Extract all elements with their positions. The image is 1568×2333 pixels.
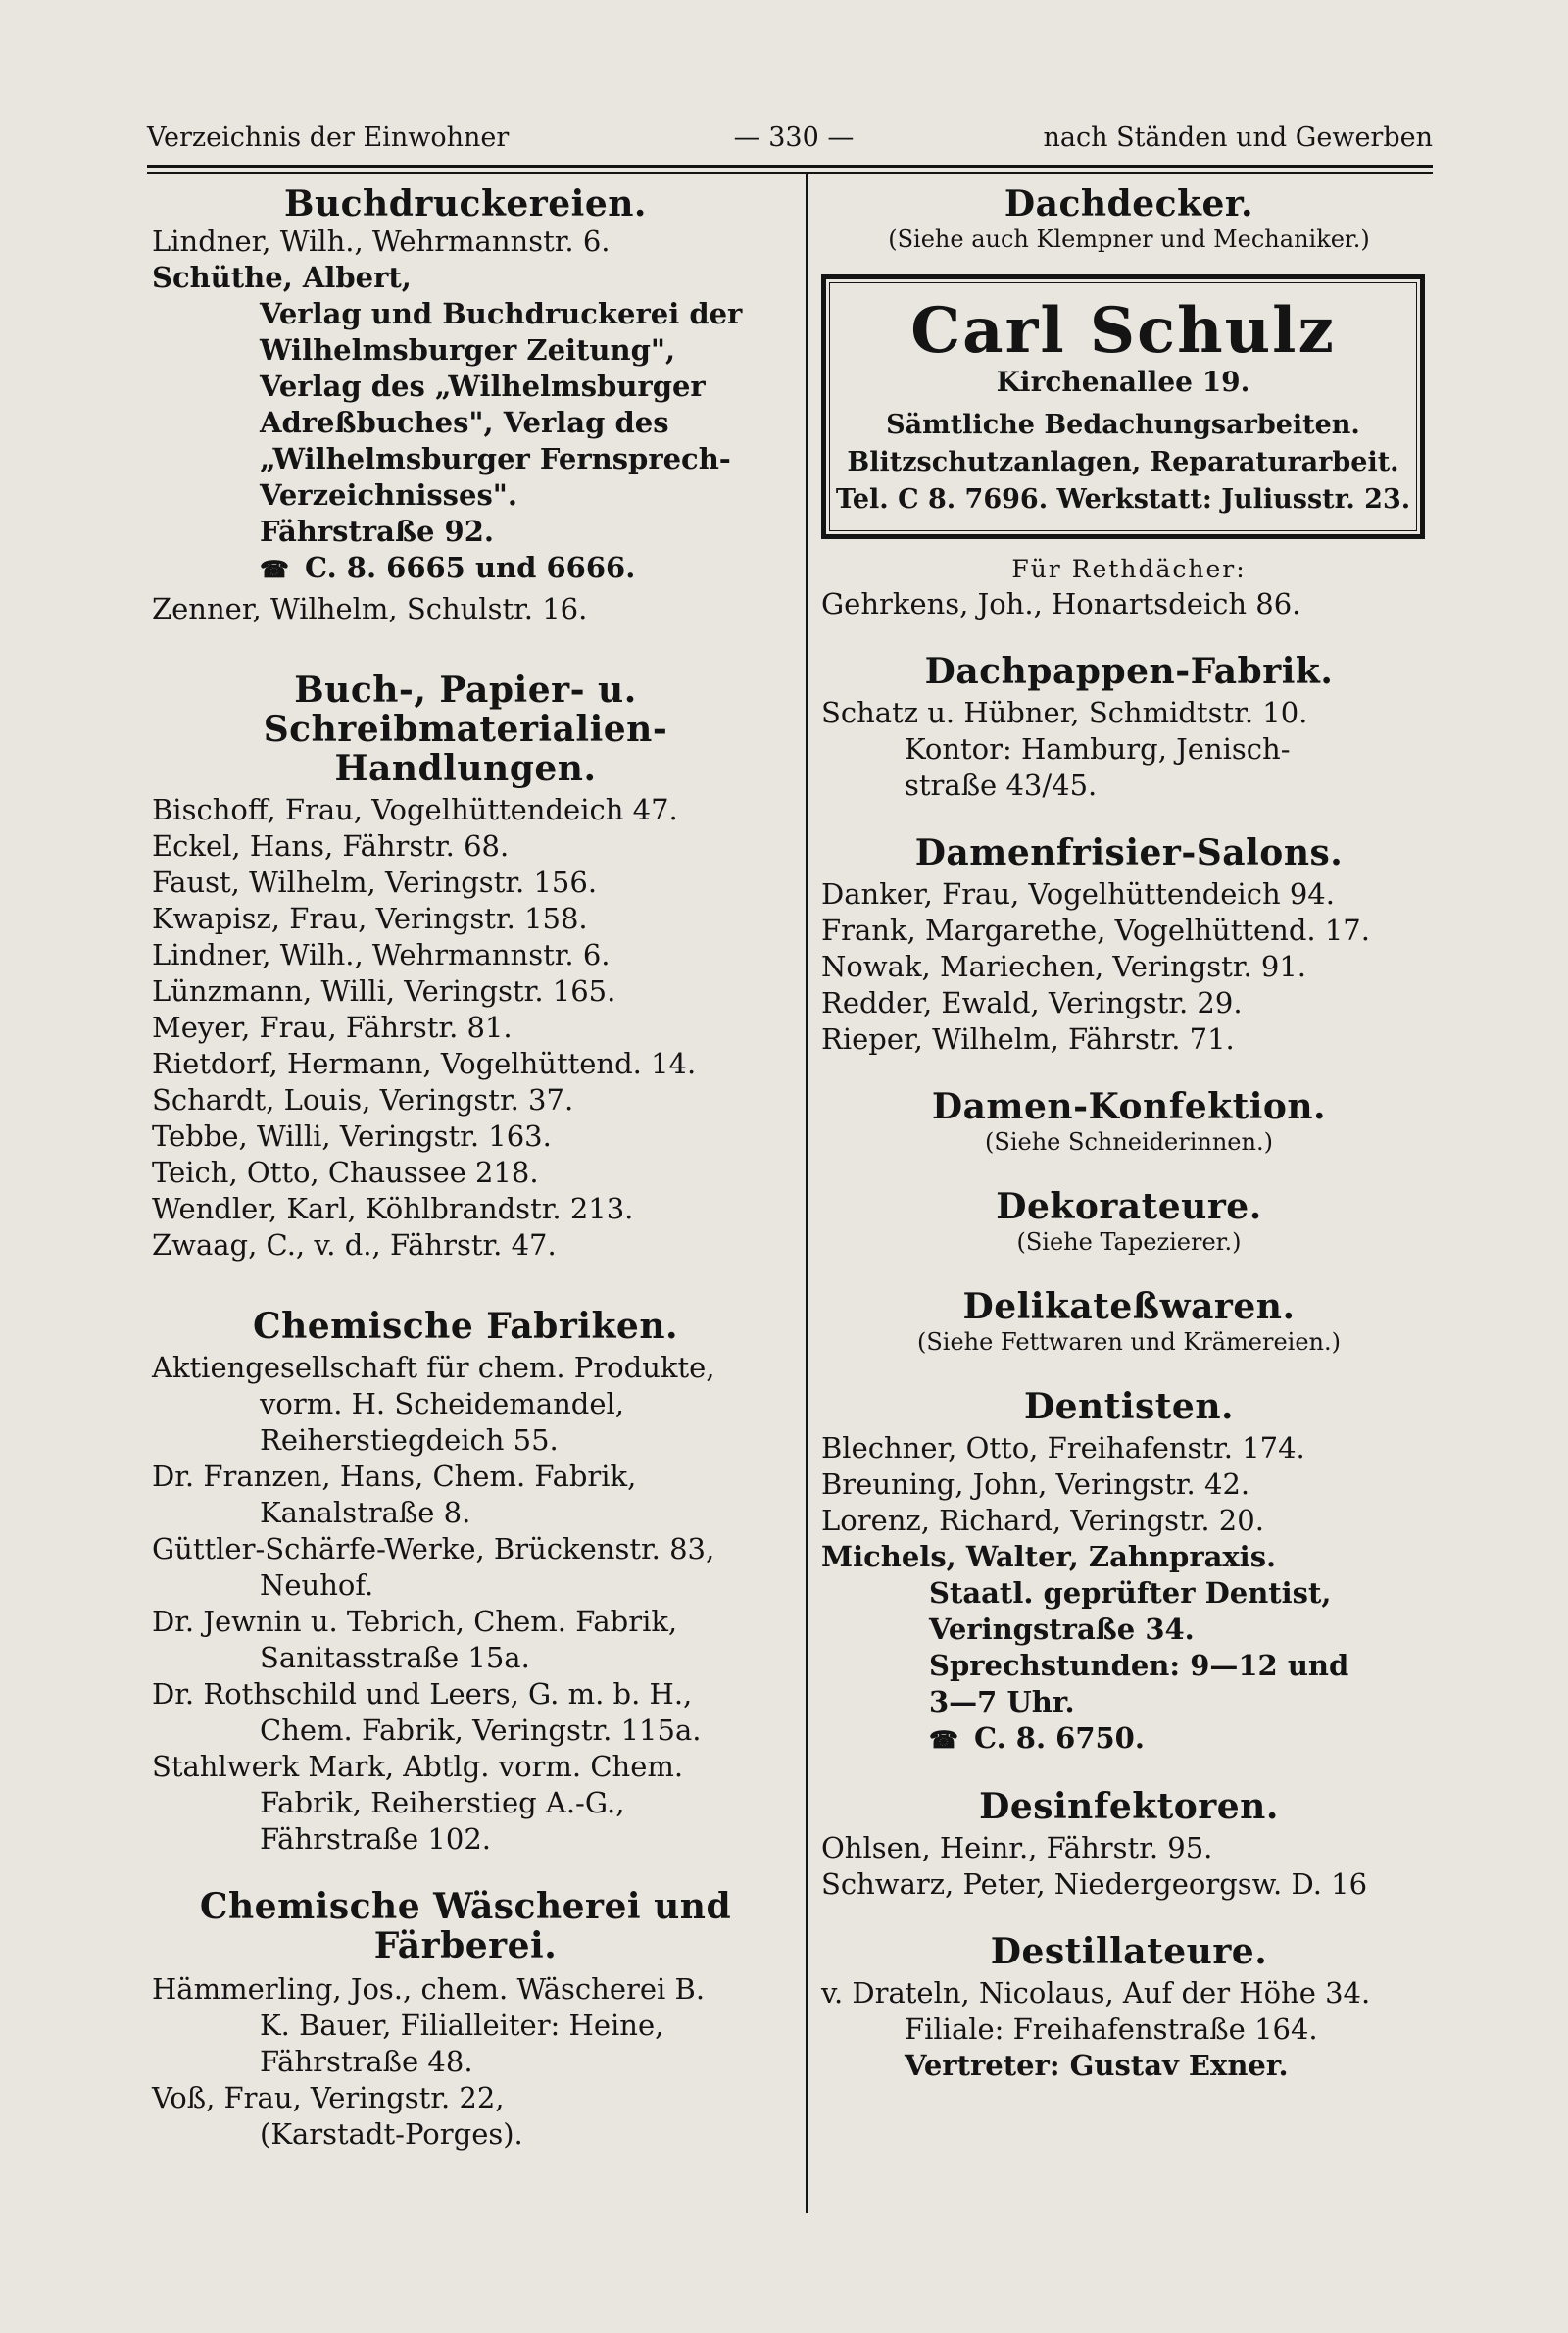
entry: Lorenz, Richard, Veringstr. 20. bbox=[821, 1504, 1264, 1537]
entry-continuation: vorm. H. Scheidemandel, bbox=[260, 1387, 625, 1420]
section-heading: Chemische Wäscherei und Färberei. bbox=[199, 1886, 732, 1966]
ad-address: Kirchenallee 19. bbox=[996, 366, 1250, 398]
entry-continuation: Staatl. geprüfter Dentist, bbox=[929, 1576, 1332, 1610]
entry-continuation: Neuhof. bbox=[260, 1568, 374, 1602]
entry: Hämmerling, Jos., chem. Wäscherei B. bbox=[152, 1972, 706, 2006]
header-right: nach Ständen und Gewerben bbox=[1043, 123, 1433, 153]
section-heading: Buchdruckereien. bbox=[284, 183, 647, 224]
entry-continuation: Fabrik, Reiherstieg A.-G., bbox=[260, 1786, 625, 1819]
section-heading: Dentisten. bbox=[1023, 1386, 1235, 1427]
entry: Bischoff, Frau, Vogelhüttendeich 47. bbox=[152, 793, 678, 826]
entry-continuation: Verlag des „Wilhelmsburger bbox=[260, 370, 706, 403]
entry: Rietdorf, Hermann, Vogelhüttend. 14. bbox=[152, 1047, 697, 1080]
section-dekorateure bbox=[821, 1187, 1437, 1258]
entry: Tebbe, Willi, Veringstr. 163. bbox=[152, 1119, 552, 1153]
section-heading: Destillateure. bbox=[990, 1931, 1268, 1972]
section-buchdruckereien bbox=[152, 184, 779, 627]
entry: v. Drateln, Nicolaus, Auf der Höhe 34. bbox=[821, 1976, 1371, 2010]
section-destillateure bbox=[821, 1932, 1437, 2084]
entry-continuation: (Karstadt-Porges). bbox=[260, 2117, 523, 2151]
section-heading: Delikateßwaren. bbox=[962, 1286, 1296, 1327]
header-left: Verzeichnis der Einwohner bbox=[147, 123, 510, 153]
telephone-icon: ☎ bbox=[260, 555, 289, 583]
cross-reference: (Siehe Tapezierer.) bbox=[1016, 1228, 1242, 1256]
section-dachpappen bbox=[821, 652, 1437, 804]
entry: Dr. Jewnin u. Tebrich, Chem. Fabrik, bbox=[152, 1605, 678, 1638]
entry: Schatz u. Hübner, Schmidtstr. 10. bbox=[821, 696, 1308, 729]
entry: Gehrkens, Joh., Honartsdeich 86. bbox=[821, 587, 1301, 620]
entry-continuation: Adreßbuches", Verlag des bbox=[260, 406, 669, 439]
page-header bbox=[147, 114, 1433, 163]
entry-continuation: Verlag und Buchdruckerei der bbox=[260, 297, 743, 330]
section-heading: Desinfektoren. bbox=[979, 1786, 1279, 1827]
advertisement-box bbox=[821, 274, 1425, 539]
entry-continuation: K. Bauer, Filialleiter: Heine, bbox=[260, 2009, 664, 2042]
section-chemische-fabriken bbox=[152, 1307, 779, 1858]
entry-continuation: Vertreter: Gustav Exner. bbox=[905, 2049, 1289, 2082]
entry-continuation: Sanitasstraße 15a. bbox=[260, 1641, 530, 1674]
entry: Dr. Franzen, Hans, Chem. Fabrik, bbox=[152, 1460, 637, 1493]
entry: Meyer, Frau, Fährstr. 81. bbox=[152, 1011, 513, 1044]
entry-continuation: „Wilhelmsburger Fernsprech- bbox=[260, 442, 731, 475]
section-heading: Damenfrisier-Salons. bbox=[914, 832, 1344, 873]
section-heading: Dachdecker. bbox=[1004, 183, 1254, 224]
section-buch-papier bbox=[152, 670, 779, 1264]
phone-line: ☎ C. 8. 6665 und 6666. bbox=[152, 550, 779, 587]
entry-continuation: Chem. Fabrik, Veringstr. 115a. bbox=[260, 1713, 702, 1747]
entry-continuation: Fährstraße 92. bbox=[260, 515, 494, 548]
section-desinfektoren bbox=[821, 1787, 1437, 1903]
section-waescherei bbox=[152, 1887, 779, 2153]
entry: Blechner, Otto, Freihafenstr. 174. bbox=[821, 1431, 1305, 1464]
ad-line: Tel. C 8. 7696. Werkstatt: Juliusstr. 23. bbox=[835, 484, 1411, 515]
entry: Eckel, Hans, Fährstr. 68. bbox=[152, 829, 510, 863]
entry: Aktiengesellschaft für chem. Produkte, bbox=[152, 1351, 715, 1384]
entry-continuation: Reiherstiegdeich 55. bbox=[260, 1423, 559, 1457]
entry: Nowak, Mariechen, Veringstr. 91. bbox=[821, 950, 1307, 983]
entry: Schardt, Louis, Veringstr. 37. bbox=[152, 1083, 574, 1117]
entry-continuation: 3—7 Uhr. bbox=[929, 1685, 1075, 1718]
ad-line: Sämtliche Bedachungsarbeiten. bbox=[886, 410, 1360, 440]
entry: Voß, Frau, Veringstr. 22, bbox=[152, 2081, 505, 2114]
header-rule-bottom bbox=[147, 172, 1433, 174]
column-divider bbox=[806, 174, 808, 2213]
section-delikatesswaren bbox=[821, 1287, 1437, 1358]
entry: Ohlsen, Heinr., Fährstr. 95. bbox=[821, 1831, 1213, 1864]
entry: Güttler-Schärfe-Werke, Brückenstr. 83, bbox=[152, 1532, 715, 1565]
ad-company-name: Carl Schulz bbox=[910, 294, 1336, 368]
entry: Rieper, Wilhelm, Fährstr. 71. bbox=[821, 1022, 1235, 1056]
cross-reference: (Siehe auch Klempner und Mechaniker.) bbox=[888, 225, 1370, 253]
right-column bbox=[821, 176, 1437, 2084]
entry: Lünzmann, Willi, Veringstr. 165. bbox=[152, 974, 616, 1008]
cross-reference: (Siehe Schneiderinnen.) bbox=[985, 1128, 1273, 1156]
entry: Michels, Walter, Zahnpraxis. bbox=[821, 1540, 1277, 1573]
entry-continuation: Sprechstunden: 9—12 und bbox=[929, 1649, 1349, 1682]
entry-continuation: Veringstraße 34. bbox=[929, 1613, 1195, 1646]
entry: Redder, Ewald, Veringstr. 29. bbox=[821, 986, 1243, 1019]
telephone-icon: ☎ bbox=[929, 1725, 958, 1754]
section-damenkonfektion bbox=[821, 1087, 1437, 1158]
section-dachdecker bbox=[821, 184, 1437, 622]
entry: Faust, Wilhelm, Veringstr. 156. bbox=[152, 866, 598, 899]
entry-continuation: Verzeichnisses". bbox=[260, 478, 517, 512]
advertisement-inner-frame bbox=[829, 282, 1417, 531]
entry: Kwapisz, Frau, Veringstr. 158. bbox=[152, 902, 588, 935]
left-column bbox=[152, 176, 779, 2153]
entry-continuation: Kontor: Hamburg, Jenisch- bbox=[905, 732, 1291, 766]
subheading: Für Rethdächer: bbox=[1011, 555, 1247, 583]
section-heading: Dekorateure. bbox=[996, 1186, 1262, 1227]
entry: Schüthe, Albert, bbox=[152, 261, 412, 294]
entry-continuation: Fährstraße 48. bbox=[260, 2045, 473, 2078]
entry: Dr. Rothschild und Leers, G. m. b. H., bbox=[152, 1677, 693, 1711]
entry: Frank, Margarethe, Vogelhüttend. 17. bbox=[821, 914, 1370, 947]
phone-line: ☎ C. 8. 6750. bbox=[821, 1720, 1437, 1758]
entry-continuation: Wilhelmsburger Zeitung", bbox=[260, 333, 676, 367]
entry-continuation: Filiale: Freihafenstraße 164. bbox=[905, 2012, 1318, 2046]
entry: Lindner, Wilh., Wehrmannstr. 6. bbox=[152, 938, 611, 971]
entry: Stahlwerk Mark, Abtlg. vorm. Chem. bbox=[152, 1750, 684, 1783]
page-number: — 330 — bbox=[733, 123, 855, 153]
entry: Zwaag, C., v. d., Fährstr. 47. bbox=[152, 1228, 557, 1262]
section-damenfrisier bbox=[821, 833, 1437, 1058]
entry: Lindner, Wilh., Wehrmannstr. 6. bbox=[152, 224, 611, 258]
entry-continuation: straße 43/45. bbox=[905, 769, 1098, 802]
entry: Zenner, Wilhelm, Schulstr. 16. bbox=[152, 592, 588, 625]
entry: Breuning, John, Veringstr. 42. bbox=[821, 1467, 1250, 1501]
entry-continuation: Fährstraße 102. bbox=[260, 1822, 491, 1856]
entry: Wendler, Karl, Köhlbrandstr. 213. bbox=[152, 1192, 634, 1225]
entry: Schwarz, Peter, Niedergeorgsw. D. 16 bbox=[821, 1867, 1368, 1901]
entry: Danker, Frau, Vogelhüttendeich 94. bbox=[821, 877, 1335, 911]
entry: Teich, Otto, Chaussee 218. bbox=[152, 1156, 539, 1189]
section-heading: Handlungen. bbox=[334, 748, 597, 789]
entry-continuation: Kanalstraße 8. bbox=[260, 1496, 471, 1529]
section-heading: Chemische Fabriken. bbox=[252, 1306, 679, 1347]
cross-reference: (Siehe Fettwaren und Krämereien.) bbox=[917, 1328, 1341, 1356]
section-heading: Damen-Konfektion. bbox=[931, 1086, 1327, 1127]
section-heading: Dachpappen-Fabrik. bbox=[924, 651, 1334, 692]
header-rule-top bbox=[147, 165, 1433, 168]
section-heading: Buch-, Papier- u. Schreibmaterialien- bbox=[263, 670, 668, 750]
section-dentisten bbox=[821, 1387, 1437, 1758]
ad-line: Blitzschutzanlagen, Reparaturarbeit. bbox=[847, 447, 1399, 477]
